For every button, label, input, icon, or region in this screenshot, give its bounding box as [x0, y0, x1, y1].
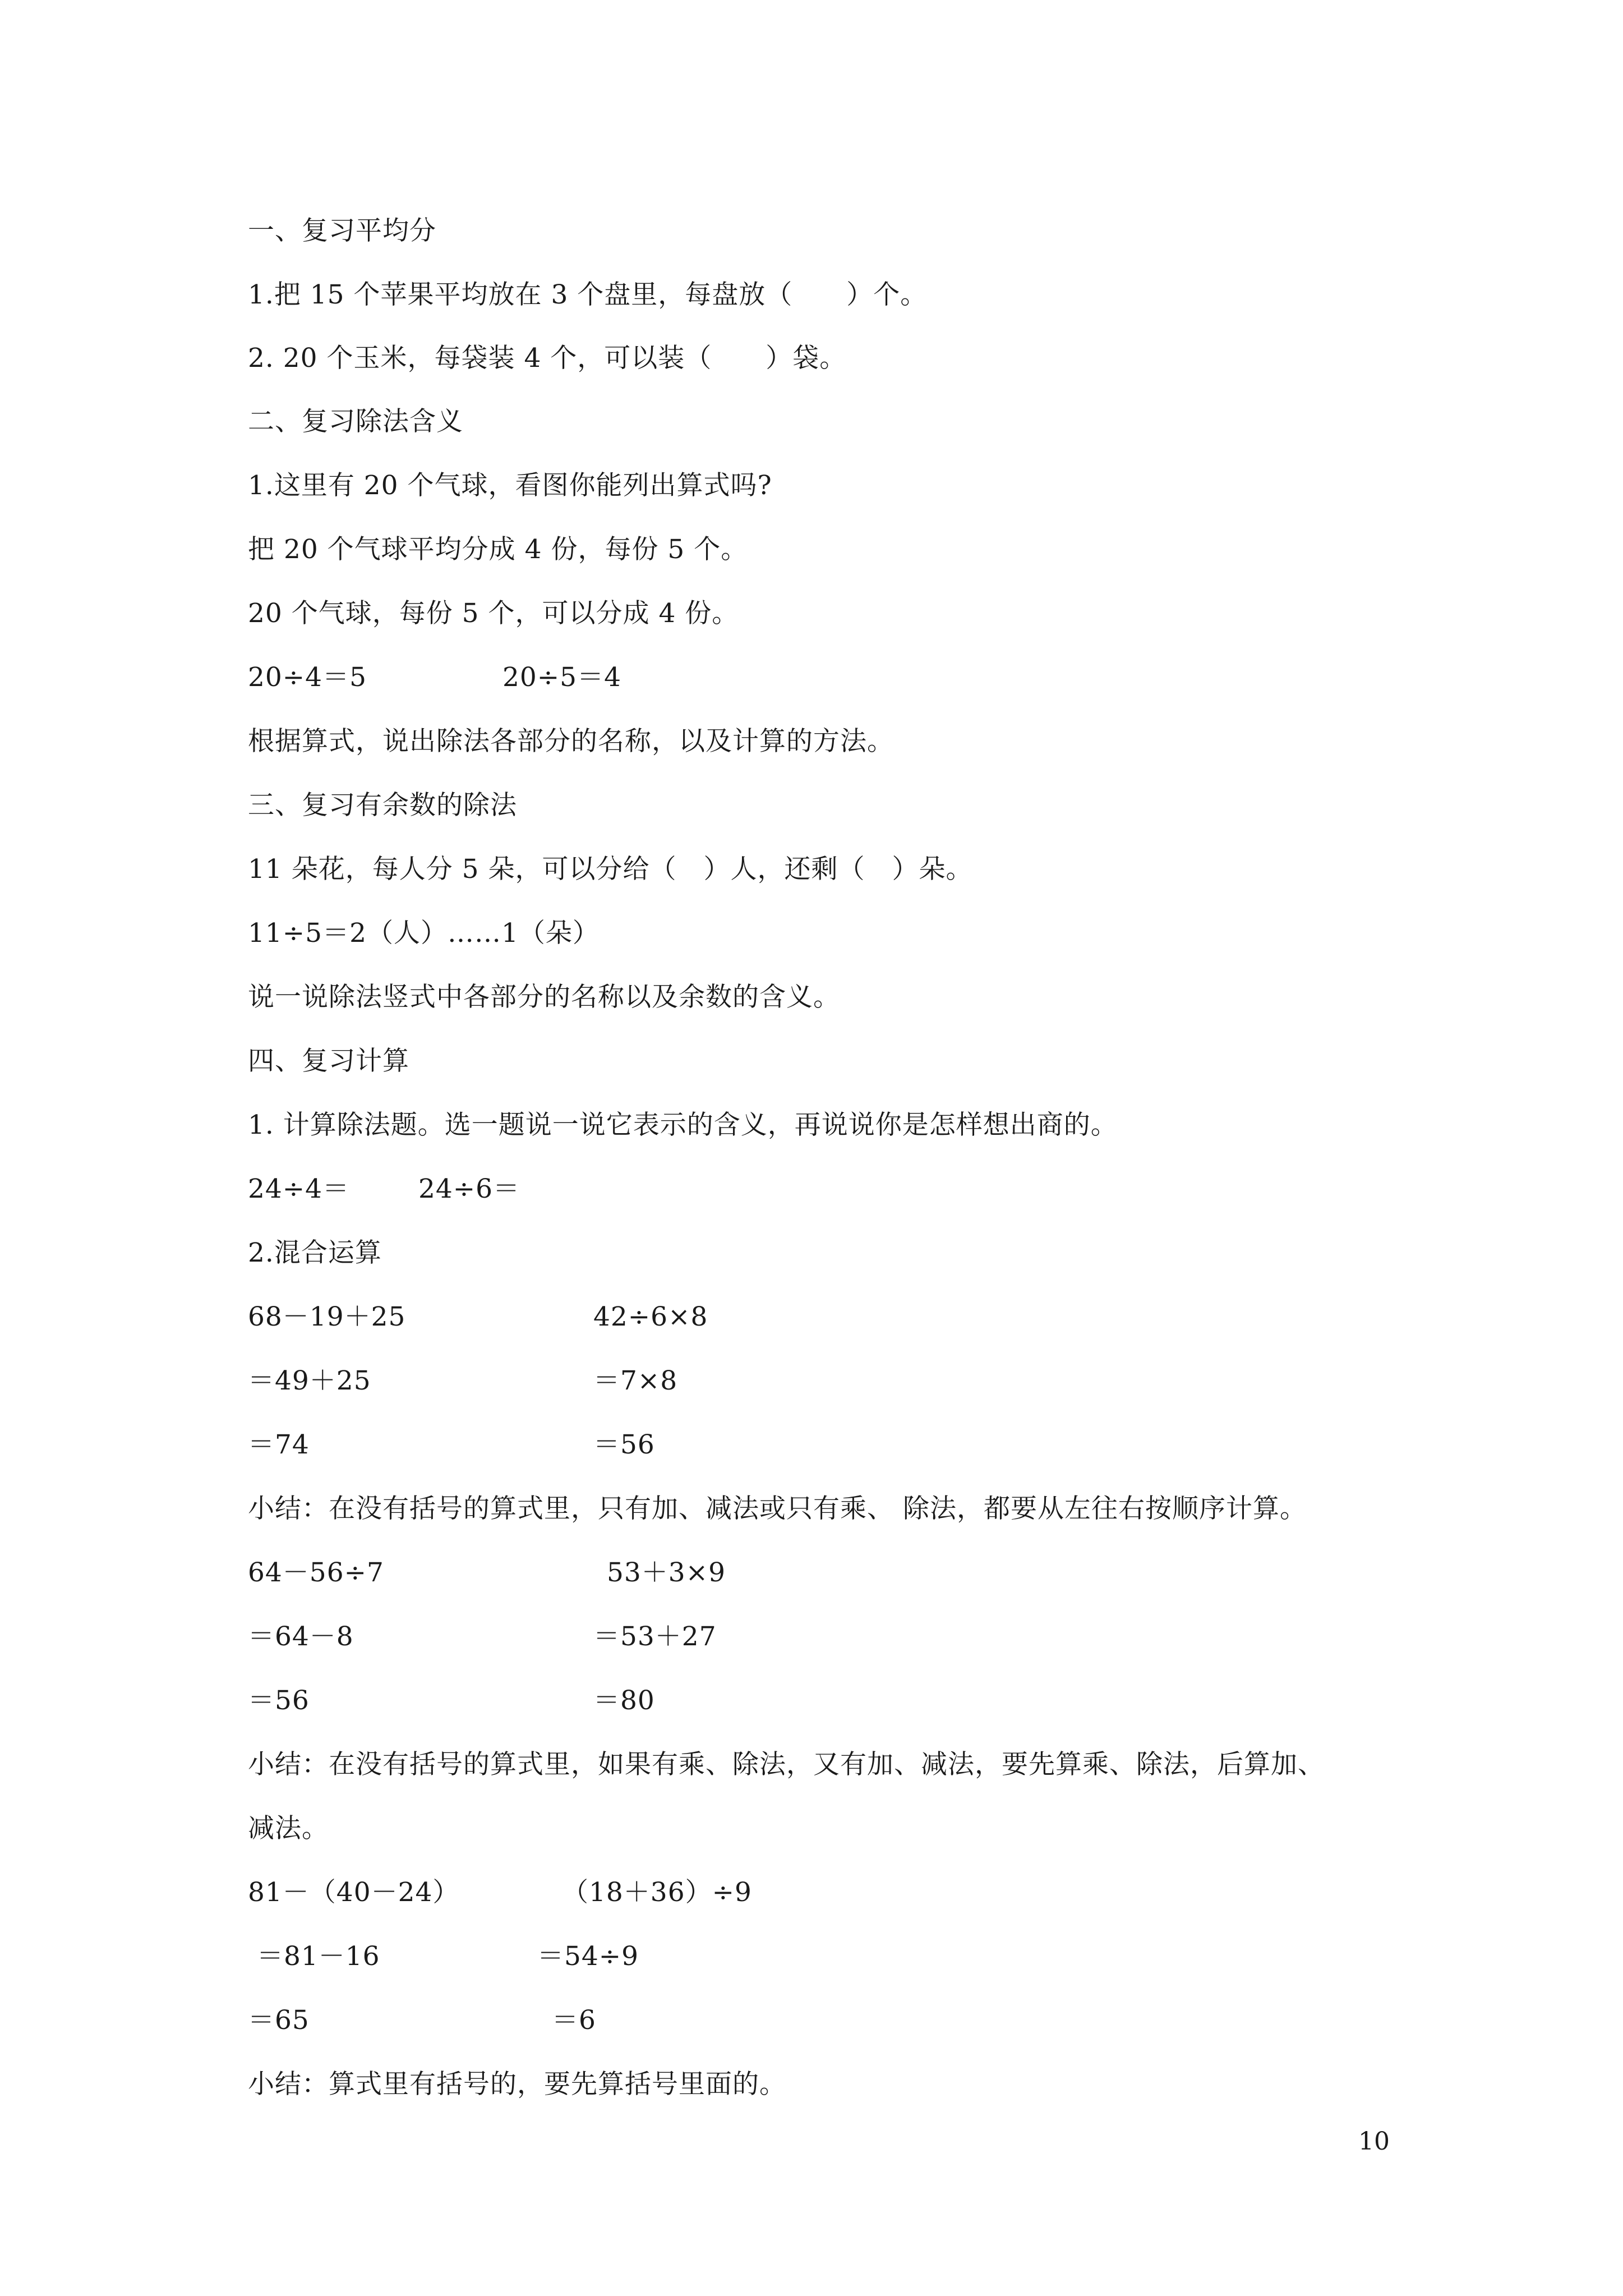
section-2-equation-a: 20÷4＝5 [248, 662, 367, 693]
calc1-right-step-1: 42÷6×8 [593, 1301, 708, 1332]
summary-2-line-2: 减法。 [248, 1813, 329, 1844]
section-1-question-2: 2. 20 个玉米，每袋装 4 个，可以装（ ）袋。 [248, 343, 847, 374]
summary-1: 小结：在没有括号的算式里，只有加、减法或只有乘、 除法，都要从左往右按顺序计算。 [248, 1493, 1307, 1524]
calc3-right-step-1: （18＋36）÷9 [562, 1877, 752, 1908]
page-number: 10 [1358, 2127, 1390, 2156]
section-2-line-3: 根据算式，说出除法各部分的名称，以及计算的方法。 [248, 726, 894, 757]
section-2-title: 二、复习除法含义 [248, 406, 463, 437]
calc1-left-step-1: 68－19＋25 [248, 1301, 406, 1332]
summary-3: 小结：算式里有括号的，要先算括号里面的。 [248, 2069, 786, 2100]
calc2-right-step-2: ＝53＋27 [593, 1621, 717, 1652]
section-3-question-1: 11 朵花，每人分 5 朵，可以分给（ ）人，还剩（ ）朵。 [248, 854, 973, 885]
calc3-right-step-3: ＝6 [552, 2005, 596, 2036]
calc1-right-step-2: ＝7×8 [593, 1365, 678, 1396]
section-2-equation-b: 20÷5＝4 [502, 662, 621, 693]
calc2-left-step-3: ＝56 [248, 1685, 310, 1716]
section-4-title: 四、复习计算 [248, 1046, 409, 1076]
calc2-left-step-2: ＝64－8 [248, 1621, 354, 1652]
section-1-title: 一、复习平均分 [248, 215, 436, 246]
section-4-equation-b: 24÷6＝ [418, 1174, 520, 1204]
section-1-question-1: 1.把 15 个苹果平均放在 3 个盘里，每盘放（ ）个。 [248, 279, 928, 310]
calc2-right-step-3: ＝80 [593, 1685, 655, 1716]
calc2-right-step-1: 53＋3×9 [607, 1557, 726, 1588]
calc3-right-step-2: ＝54÷9 [537, 1941, 639, 1972]
section-2-line-2: 20 个气球，每份 5 个，可以分成 4 份。 [248, 598, 739, 629]
calc3-left-step-2: ＝81－16 [248, 1941, 380, 1972]
section-4-equation-a: 24÷4＝ [248, 1174, 350, 1204]
calc1-left-step-2: ＝49＋25 [248, 1365, 371, 1396]
calc1-left-step-3: ＝74 [248, 1429, 310, 1460]
section-4-question-2: 2.混合运算 [248, 1237, 382, 1268]
section-4-question-1: 1. 计算除法题。选一题说一说它表示的含义，再说说你是怎样想出商的。 [248, 1110, 1118, 1140]
section-3-title: 三、复习有余数的除法 [248, 790, 517, 821]
calc2-left-step-1: 64－56÷7 [248, 1557, 384, 1588]
summary-2-line-1: 小结：在没有括号的算式里，如果有乘、除法，又有加、减法，要先算乘、除法，后算加、 [248, 1749, 1325, 1780]
section-3-equation: 11÷5＝2（人）……1（朵） [248, 918, 600, 949]
calc3-left-step-1: 81－（40－24） [248, 1877, 460, 1908]
section-3-line-1: 说一说除法竖式中各部分的名称以及余数的含义。 [248, 982, 840, 1013]
section-2-line-1: 把 20 个气球平均分成 4 份，每份 5 个。 [248, 534, 748, 565]
section-2-question-1: 1.这里有 20 个气球，看图你能列出算式吗? [248, 470, 772, 501]
calc1-right-step-3: ＝56 [593, 1429, 655, 1460]
calc3-left-step-3: ＝65 [248, 2005, 310, 2036]
